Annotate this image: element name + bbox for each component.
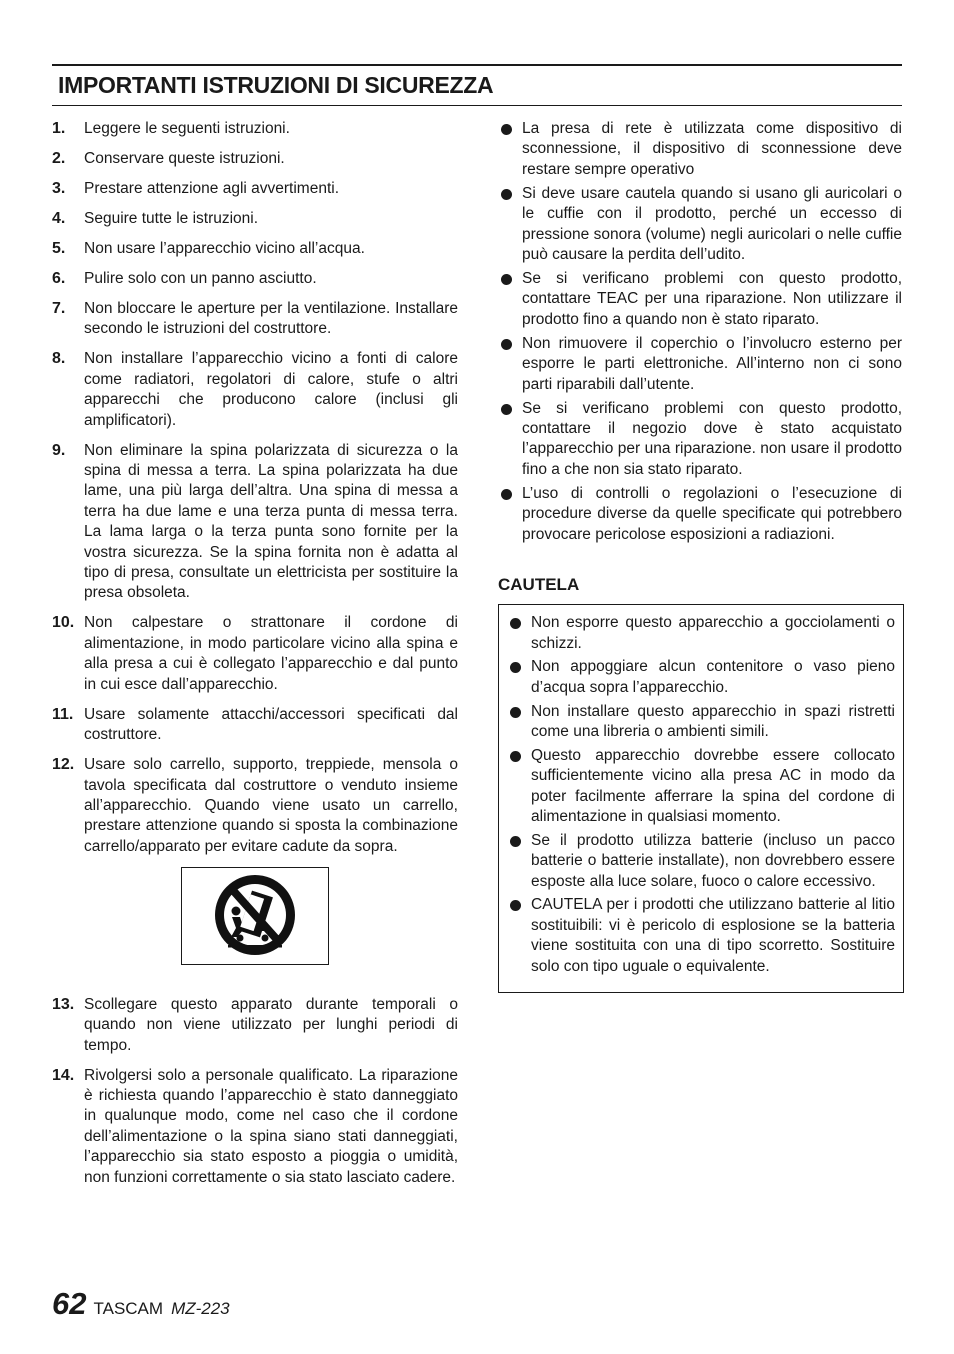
- instruction-item: [52, 239, 458, 259]
- item-text: Usare solo carrello, supporto, treppiede, mensola o tavola specificata dal costruttore o venduto insieme all’apparecchio. Quando viene usato un carrello, prestare attenzione quando si sposta la combinazione carrello/apparato per evitare cadute da sopra.: [84, 756, 458, 855]
- warning-item: [498, 484, 902, 545]
- warning-item: [498, 184, 902, 266]
- page-number: 62: [52, 1286, 87, 1321]
- brand-name: TASCAM: [93, 1299, 164, 1318]
- instruction-list: [52, 119, 458, 857]
- instruction-item: [52, 441, 458, 604]
- instruction-item: [52, 269, 458, 289]
- caution-item: [507, 613, 895, 654]
- caution-text: Non appoggiare alcun contenitore o vaso pieno d’acqua sopra l’apparecchio.: [531, 658, 895, 696]
- caution-text: CAUTELA per i prodotti che utilizzano batterie al litio sostituibili: vi è pericolo di esplosione se la batteria viene sostituita con una di tipo scorretto. Sostituire solo con tipo uguale o equivalente.: [531, 896, 895, 975]
- instruction-item: [52, 299, 458, 340]
- title-rule: [52, 105, 902, 106]
- item-number: 10.: [52, 614, 75, 632]
- page-title: IMPORTANTI ISTRUZIONI DI SICUREZZA: [58, 72, 494, 98]
- item-text: Seguire tutte le istruzioni.: [84, 210, 259, 227]
- item-number: 12.: [52, 756, 75, 774]
- instruction-list-continued: [52, 995, 458, 1188]
- cart-tip-over-warning-icon: [210, 871, 300, 961]
- item-text: Non installare l’apparecchio vicino a fonti di calore come radiatori, regolatori di calore, stufe o altri apparecchi che producono calore (inclusi gli amplificatori).: [84, 350, 458, 429]
- item-number: 3.: [52, 180, 66, 197]
- caution-heading: CAUTELA: [498, 575, 580, 595]
- warning-item: [498, 269, 902, 330]
- warning-item: [498, 334, 902, 395]
- caution-item: [507, 895, 895, 977]
- caution-item: [507, 746, 895, 828]
- bullet-icon: [510, 751, 521, 762]
- caution-item: [507, 831, 895, 892]
- page-footer: [52, 1286, 230, 1326]
- warning-list: [498, 119, 902, 545]
- warning-text: La presa di rete è utilizzata come dispositivo di sconnessione, il dispositivo di sconnessione deve restare sempre operativo: [522, 120, 902, 178]
- caution-item: [507, 657, 895, 698]
- caution-text: Non esporre questo apparecchio a gocciolamenti o schizzi.: [531, 614, 895, 652]
- instruction-item: [52, 119, 458, 139]
- top-rule: [52, 64, 902, 66]
- caution-list: [507, 613, 895, 977]
- item-number: 6.: [52, 270, 66, 287]
- item-text: Leggere le seguenti istruzioni.: [84, 120, 290, 137]
- item-number: 8.: [52, 350, 66, 368]
- instruction-item: [52, 349, 458, 431]
- warning-text: L’uso di controlli o regolazioni o l’esecuzione di procedure diverse da quelle specificate qui potrebbero provocare pericolose esposizioni a radiazioni.: [522, 484, 902, 543]
- bullet-icon: [501, 404, 512, 415]
- item-text: Non eliminare la spina polarizzata di sicurezza o la spina di messa a terra. La spina polarizzata ha due lame, una più larga dell’altra. Una spina di messa a terra ha due lame e una terza punta di messa terra. La lama larga o la terza punta sono fornite per la vostra sicurezza. Se la spina fornita non è adatta al tipo di presa, consultate un elettricista per sostituire la presa obsoleta.: [84, 441, 458, 602]
- instruction-item: [52, 613, 458, 695]
- bullet-icon: [501, 274, 512, 285]
- caution-text: Non installare questo apparecchio in spazi ristretti come una libreria o ambienti simili.: [531, 702, 895, 740]
- model-name: MZ-223: [171, 1299, 230, 1318]
- caution-text: Questo apparecchio dovrebbe essere collocato sufficientemente vicino alla presa AC in modo da poter facilmente afferrare la spina del cordone di alimentazione in qualsiasi momento.: [531, 746, 895, 825]
- item-text: Non bloccare le aperture per la ventilazione. Installare secondo le istruzioni del costruttore.: [84, 300, 458, 338]
- item-number: 2.: [52, 150, 66, 167]
- item-number: 14.: [52, 1066, 75, 1084]
- bullet-icon: [501, 124, 512, 135]
- warning-text: Se si verificano problemi con questo prodotto, contattare TEAC per una riparazione. Non utilizzare il prodotto fino a quando non è stato riparato.: [522, 270, 902, 328]
- instruction-item: [52, 179, 458, 199]
- caution-box: [498, 604, 904, 993]
- bullet-icon: [510, 707, 521, 718]
- bullet-icon: [501, 189, 512, 200]
- item-text: Scollegare questo apparato durante temporali o quando non viene utilizzato per lunghi periodi di tempo.: [84, 995, 458, 1054]
- warning-text: Si deve usare cautela quando si usano gli auricolari o le cuffie con il prodotto, perché un eccesso di pressione sonora (volume) negli auricolari o nelle cuffie può causare la perdita dell’udito.: [522, 184, 902, 264]
- bullet-icon: [501, 489, 512, 500]
- warnings-column: [498, 119, 902, 993]
- instruction-item: [52, 995, 458, 1056]
- instruction-item: [52, 1066, 458, 1188]
- instruction-item: [52, 755, 458, 857]
- bullet-icon: [510, 662, 521, 673]
- item-number: 5.: [52, 240, 66, 257]
- instruction-item: [52, 149, 458, 169]
- item-text: Pulire solo con un panno asciutto.: [84, 270, 317, 287]
- item-text: Usare solamente attacchi/accessori specificati dal costruttore.: [84, 705, 458, 744]
- item-text: Non usare l’apparecchio vicino all’acqua.: [84, 240, 365, 257]
- item-number: 9.: [52, 441, 66, 459]
- item-number: 7.: [52, 300, 66, 317]
- bullet-icon: [501, 339, 512, 350]
- item-number: 1.: [52, 120, 66, 137]
- caution-text: Se il prodotto utilizza batterie (incluso un pacco batterie o batterie installate), non dovrebbero essere esposte alla luce solare, fuoco o calore eccessivo.: [531, 831, 895, 890]
- item-text: Rivolgersi solo a personale qualificato. La riparazione è richiesta quando l’apparecchio è stato danneggiato in qualunque modo, come nel caso che il cordone dell’alimentazione o la spina siano stati danneggiati, l’apparecchio sia stato esposto a pioggia o umidità, non funzioni correttamente o sia stato lasciato cadere.: [84, 1066, 458, 1186]
- item-text: Non calpestare o strattonare il cordone di alimentazione, in modo particolare vicino alla spina e alla presa a cui è collegato l’apparecchio e dal punto in cui esce dall’apparecchio.: [84, 614, 458, 693]
- item-text: Prestare attenzione agli avvertimenti.: [84, 180, 340, 197]
- item-text: Conservare queste istruzioni.: [84, 150, 285, 167]
- bullet-icon: [510, 836, 521, 847]
- warning-item: [498, 119, 902, 180]
- warning-item: [498, 399, 902, 481]
- instructions-column: [52, 119, 458, 1198]
- caution-item: [507, 702, 895, 743]
- item-number: 4.: [52, 210, 66, 227]
- instruction-item: [52, 705, 458, 746]
- cart-warning-figure: [181, 867, 329, 965]
- item-number: 13.: [52, 995, 75, 1013]
- warning-text: Non rimuovere il coperchio o l’involucro esterno per esporre le parti elettroniche. All’interno non ci sono parti riparabili dall’utente.: [522, 334, 902, 393]
- warning-text: Se si verificano problemi con questo prodotto, contattare il negozio dove è stato acquistato l’apparecchio per una riparazione. non usare il prodotto fino a che non sia stato riparato.: [522, 399, 902, 478]
- item-number: 11.: [52, 705, 74, 723]
- bullet-icon: [510, 618, 521, 629]
- instruction-item: [52, 209, 458, 229]
- bullet-icon: [510, 900, 521, 911]
